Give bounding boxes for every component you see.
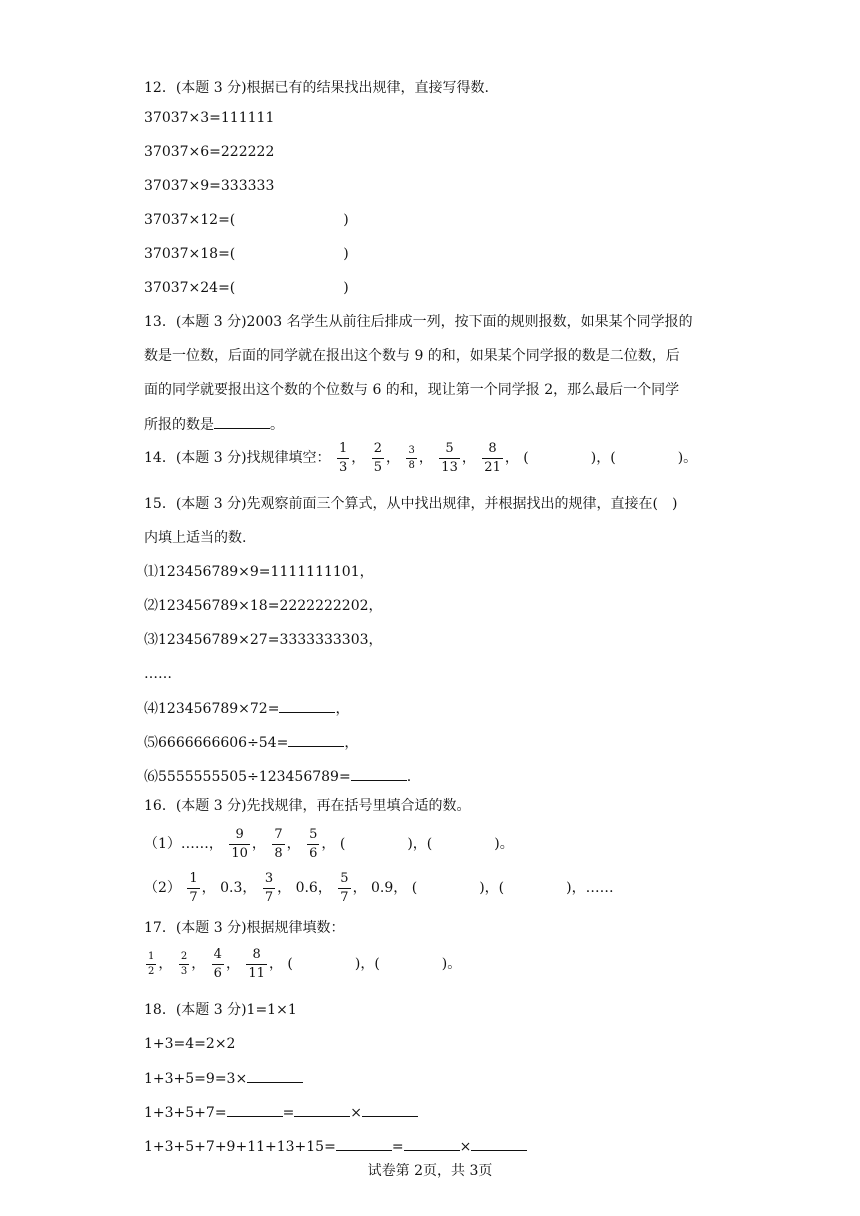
q14-blank-2-open: ( [610,450,616,466]
q18-l4-blank-2[interactable] [294,1102,350,1117]
q17-frac-4: $\frac{8}{11}$ [248,946,265,981]
q12-line-6 [144,278,349,298]
q18-l5-blank-2[interactable] [404,1136,460,1151]
q12-line-3: 37037×9=333333 [144,178,275,194]
q13-text: 所报的数是 [144,417,214,433]
q16-p2-frac-2: $\frac{3}{7}$ [264,870,274,905]
page-footer: 试卷第 2页，共 3页 [367,1163,493,1179]
q15-line-1: 15．(本题 3 分)先观察前面三个算式，从中找出规律，并根据找出的规律，直接在( ) [144,496,678,512]
q16-part-1: （1）……， $\frac{9}{10}$ ， $\frac{7}{8}$ ， $\frac{5}{6}$ ， ( )，( )。 [144,826,514,861]
q15-blank-6[interactable] [351,766,407,781]
q14-frac-5: $\frac{8}{21}$ [484,440,501,475]
q15-example-1: ⑴123456789×9=1111111101， [144,564,374,580]
q12-l6-close: ) [343,280,349,296]
q14-frac-1: $\frac{1}{3}$ [339,440,348,475]
q14-frac-2: $\frac{2}{5}$ [373,440,383,475]
q16-header: 16．(本题 3 分)先找规律，再在括号里填合适的数。 [144,798,471,814]
q18-l4-blank-1[interactable] [227,1102,283,1117]
q14-prefix: 14．(本题 3 分)找规律填空： [144,450,331,466]
q16-p2-frac-3: $\frac{5}{7}$ [340,870,349,905]
q16-p1-frac-3: $\frac{5}{6}$ [309,826,318,861]
q16-p2-label: （2） [144,880,181,896]
q12-l5-close: ) [343,246,349,262]
q14-line: 14．(本题 3 分)找规律填空： $\frac{1}{3}$ ， $\frac{2}{5}$ ， $\frac{3}{8}$ ， $\frac{5}{13}$ ， $\frac{8}{21}$ ， ( )，( )。 [144,440,698,475]
q12-l5-expr: 37037×18=( [144,246,236,262]
q16-p2-value-1: 0.3 [220,880,243,896]
q14-frac-4: $\frac{5}{13}$ [441,440,458,475]
q15-example-2: ⑵123456789×18=2222222202， [144,598,383,614]
q17-frac-1: $\frac{1}{2}$ [148,950,155,977]
q12-line-1: 37037×3=111111 [144,110,275,126]
q12-line-4 [144,210,349,230]
q12-line-5 [144,244,349,264]
q18-l5-blank-3[interactable] [471,1136,527,1151]
q18-blank-3[interactable] [247,1068,303,1083]
q13-line-4 [144,414,284,435]
q14-frac-3: $\frac{3}{8}$ [408,444,415,471]
q18-line-1: 18．(本题 3 分)1=1×1 [144,1002,297,1018]
q16-p2-frac-1: $\frac{1}{7}$ [189,870,198,905]
q18-line-3: 1+3+5=9=3× [144,1068,303,1089]
q18-l4-blank-3[interactable] [362,1102,418,1117]
q15-example-3: ⑶123456789×27=3333333303， [144,632,383,648]
q17-header: 17．(本题 3 分)根据规律填数： [144,920,345,936]
q16-p1-label: （1）……， [144,836,223,852]
q15-line-2: 内填上适当的数. [144,530,247,546]
q16-part-2: （2） $\frac{1}{7}$ ， 0.3， $\frac{3}{7}$ ， 0.6， $\frac{5}{7}$ ， 0.9， ( )，( )，…… [144,870,614,905]
q16-p1-frac-1: $\frac{9}{10}$ [231,826,248,861]
q12-l4-expr: 37037×12=( [144,212,236,228]
q15-blank-5[interactable] [288,732,344,747]
q17-frac-3: $\frac{4}{6}$ [213,946,222,981]
q12-l4-close: ) [343,212,349,228]
q18-l5-blank-1[interactable] [336,1136,392,1151]
q15-item-4: ⑷123456789×72= ， [144,698,349,719]
q12-header: 12．(本题 3 分)根据已有的结果找出规律，直接写得数. [144,80,489,96]
q12-line-2: 37037×6=222222 [144,144,275,160]
q16-p2-ellipsis: …… [585,880,614,896]
q15-item-6: ⑹5555555505÷123456789= . [144,766,411,787]
q18-line-4: 1+3+5+7= = × [144,1102,418,1123]
q17-sequence: $\frac{1}{2}$ ， $\frac{2}{3}$ ， $\frac{4}{6}$ ， $\frac{8}{11}$ ， ( )，( )。 [148,946,462,981]
q13-answer-blank[interactable] [214,414,270,429]
q13-line-1: 13．(本题 3 分)2003 名学生从前往后排成一列，按下面的规则报数，如果某个同学报的 [144,314,693,330]
q17-frac-2: $\frac{2}{3}$ [180,950,188,977]
q14-blank-1-open: ( [523,450,529,466]
q13-end: 。 [270,417,284,433]
q13-line-3: 面的同学就要报出这个数的个位数与 6 的和，现让第一个同学报 2，那么最后一个同学 [144,382,680,398]
q16-p1-frac-2: $\frac{7}{8}$ [274,826,283,861]
q15-dots: …… [144,666,172,682]
q12-l6-expr: 37037×24=( [144,280,236,296]
q16-p2-value-2: 0.6 [295,880,318,896]
q15-blank-4[interactable] [279,698,335,713]
q18-line-5: 1+3+5+7+9+11+13+15= = × [144,1136,527,1157]
q13-line-2: 数是一位数，后面的同学就在报出这个数与 9 的和，如果某个同学报的数是二位数，后 [144,348,680,364]
q16-p2-value-3: 0.9 [371,880,394,896]
q18-line-2: 1+3=4=2×2 [144,1036,236,1052]
q15-item-5: ⑸6666666606÷54= ， [144,732,358,753]
